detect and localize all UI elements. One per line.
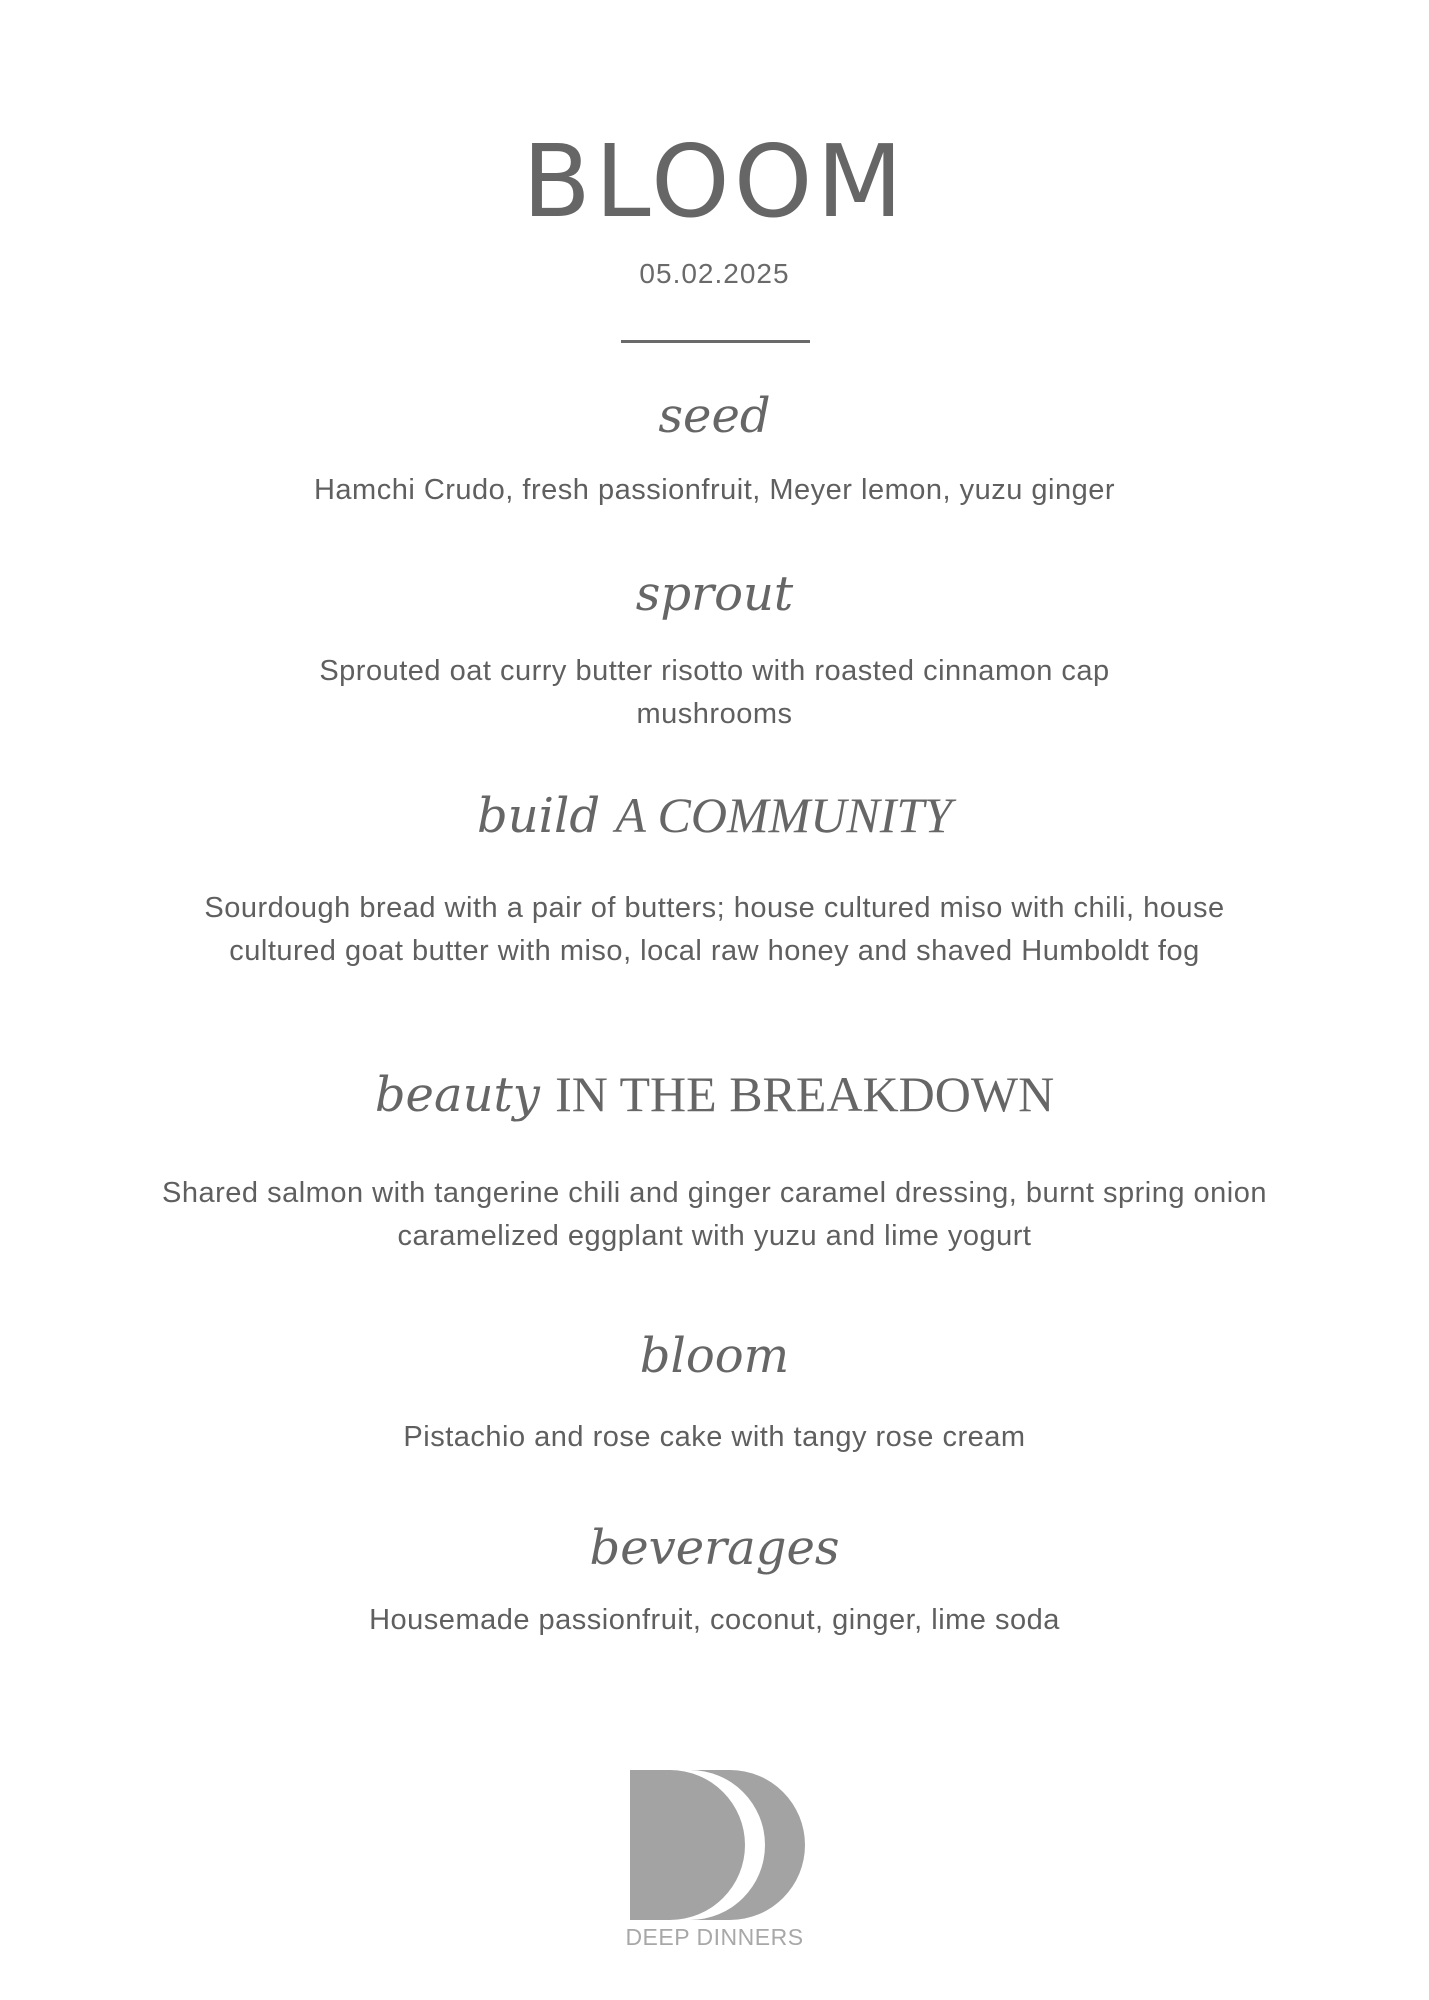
course-title-build-a-community [120, 788, 1309, 843]
course-title-italic: build [477, 788, 601, 844]
course-title-seed: seed [658, 388, 771, 444]
course-description-bloom: Pistachio and rose cake with tangy rose cream [403, 1421, 1026, 1453]
course-title-beauty-in-the-breakdown [120, 1067, 1309, 1122]
course-description-beauty-in-the-breakdown: Shared salmon with tangerine chili and ginger caramel dressing, burnt spring onion caramelized eggplant with yuzu and lime yogurt [162, 1177, 1267, 1252]
course-description-beverages: Housemade passionfruit, coconut, ginger, lime soda [369, 1604, 1060, 1636]
course-title-sprout: sprout [635, 566, 794, 622]
course-title-bloom: bloom [639, 1328, 790, 1384]
logo-d-left [630, 1770, 745, 1920]
course-title-beverages: beverages [589, 1520, 840, 1576]
course-title-italic: beauty [374, 1067, 540, 1123]
course-description-seed: Hamchi Crudo, fresh passionfruit, Meyer lemon, yuzu ginger [313, 474, 1116, 506]
title-divider [621, 340, 810, 343]
course-description-sprout: Sprouted oat curry butter risotto with roasted cinnamon cap mushrooms [319, 655, 1110, 730]
menu-title: BLOOM [522, 123, 907, 240]
logo-text: DEEP DINNERS [625, 1924, 804, 1950]
course-title-caps: IN THE BREAKDOWN [555, 1066, 1055, 1122]
course-title-caps: A COMMUNITY [615, 787, 952, 843]
deep-dinners-logo-icon [630, 1770, 810, 1920]
menu-date: 05.02.2025 [639, 258, 790, 289]
course-description-build-a-community: Sourdough bread with a pair of butters; house cultured miso with chili, house cultured goat butter with miso, local raw honey and shaved Humboldt fog [204, 892, 1225, 967]
